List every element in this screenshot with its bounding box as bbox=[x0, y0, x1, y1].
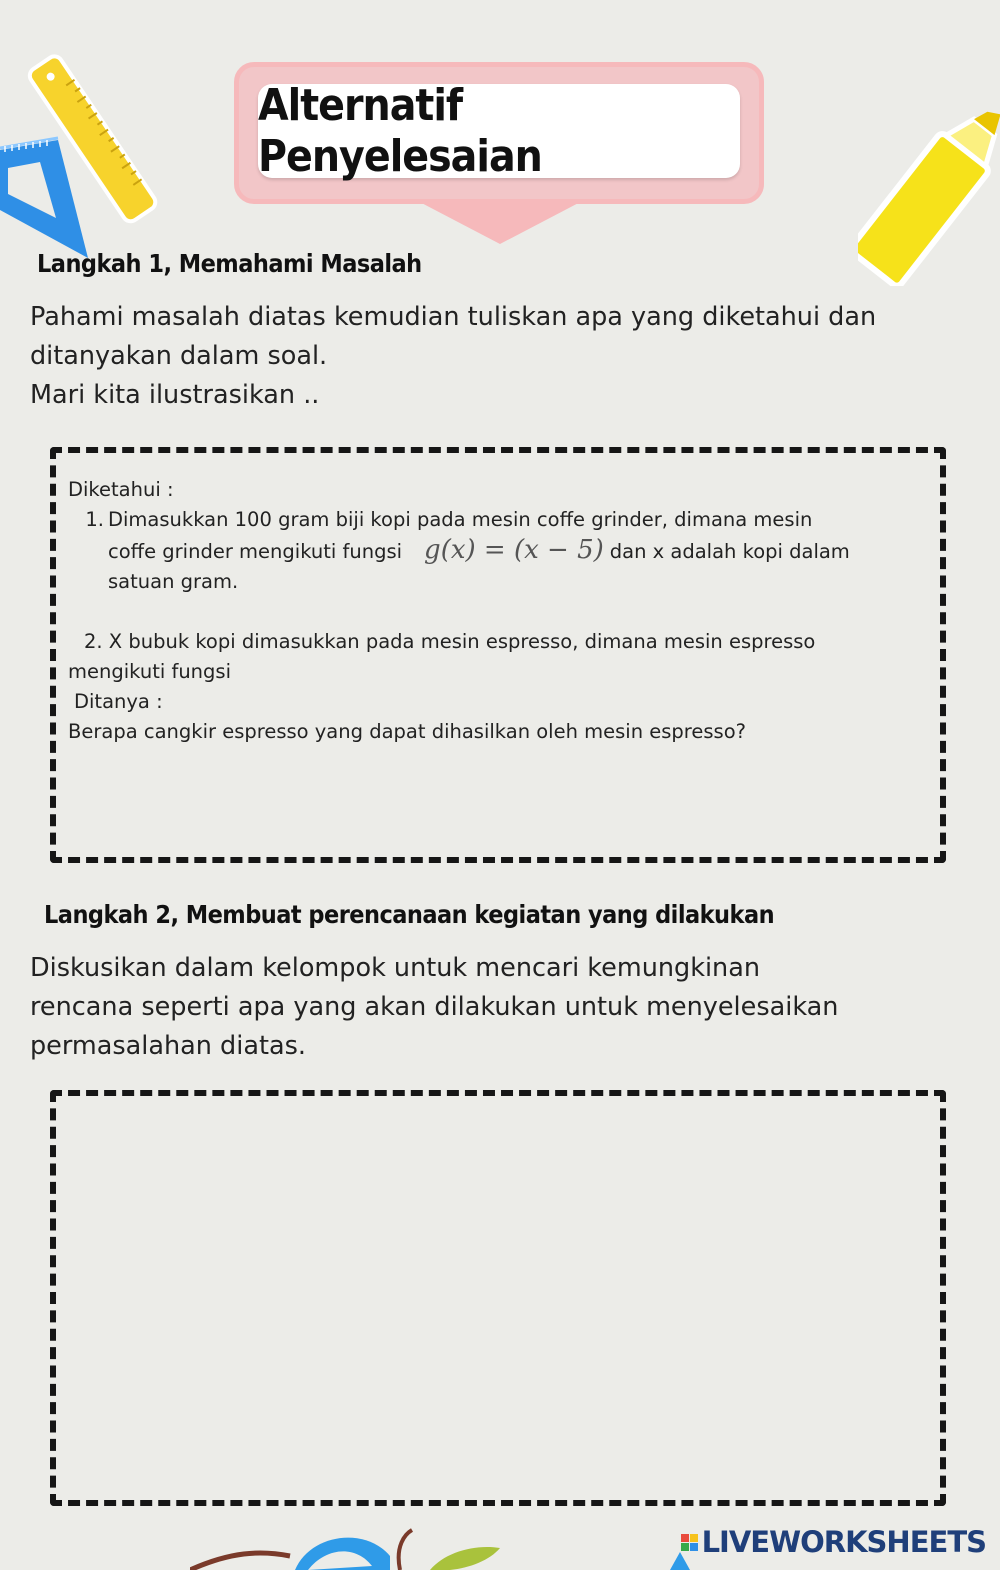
step1-paragraph bbox=[30, 298, 876, 415]
known-item-1 bbox=[68, 505, 928, 597]
step2-answer-box[interactable] bbox=[50, 1090, 946, 1506]
step2-line-2: rencana seperti apa yang akan dilakukan untuk menyelesaikan bbox=[30, 992, 839, 1022]
title-pointer bbox=[412, 198, 588, 244]
step1-line-1: Pahami masalah diatas kemudian tuliskan apa yang diketahui dan bbox=[30, 302, 877, 332]
item1-line-2 bbox=[108, 535, 850, 567]
item1-number: 1. bbox=[85, 508, 104, 531]
item2-line-2: mengikuti fungsi bbox=[68, 660, 231, 683]
liveworksheets-brand bbox=[681, 1525, 986, 1559]
step2-heading: Langkah 2, Membuat perencanaan kegiatan yang dilakukan bbox=[44, 900, 775, 929]
step2-line-3: permasalahan diatas. bbox=[30, 1031, 306, 1061]
item1-line-2-tail: dan x adalah kopi dalam bbox=[609, 540, 850, 563]
function-formula: g(x) = (x − 5) bbox=[424, 535, 604, 565]
step2-paragraph bbox=[30, 949, 838, 1066]
asked-label: Ditanya : bbox=[74, 690, 163, 713]
item2-line-1: 2. X bubuk kopi dimasukkan pada mesin espresso, dimana mesin espresso bbox=[84, 630, 816, 653]
bottom-decoration bbox=[190, 1526, 710, 1570]
item1-line-3: satuan gram. bbox=[108, 570, 239, 593]
title-banner bbox=[234, 62, 764, 202]
step1-line-2: ditanyakan dalam soal. bbox=[30, 341, 328, 371]
step1-line-3: Mari kita ilustrasikan .. bbox=[30, 380, 320, 410]
known-label: Diketahui : bbox=[68, 478, 174, 501]
ruler-icon bbox=[22, 50, 162, 225]
step1-box-content bbox=[68, 475, 928, 747]
brand-text: LIVEWORKSHEETS bbox=[701, 1525, 986, 1559]
liveworksheets-logo-icon bbox=[681, 1534, 698, 1551]
item1-line-1: Dimasukkan 100 gram biji kopi pada mesin coffe grinder, dimana mesin bbox=[108, 508, 813, 531]
item1-line-2-text: coffe grinder mengikuti fungsi bbox=[108, 540, 403, 563]
step1-heading: Langkah 1, Memahami Masalah bbox=[37, 249, 422, 278]
highlighter-icon bbox=[858, 96, 1000, 286]
question-text: Berapa cangkir espresso yang dapat dihasilkan oleh mesin espresso? bbox=[68, 720, 746, 743]
step2-line-1: Diskusikan dalam kelompok untuk mencari kemungkinan bbox=[30, 953, 760, 983]
page-title: Alternatif Penyelesaian bbox=[258, 84, 740, 178]
